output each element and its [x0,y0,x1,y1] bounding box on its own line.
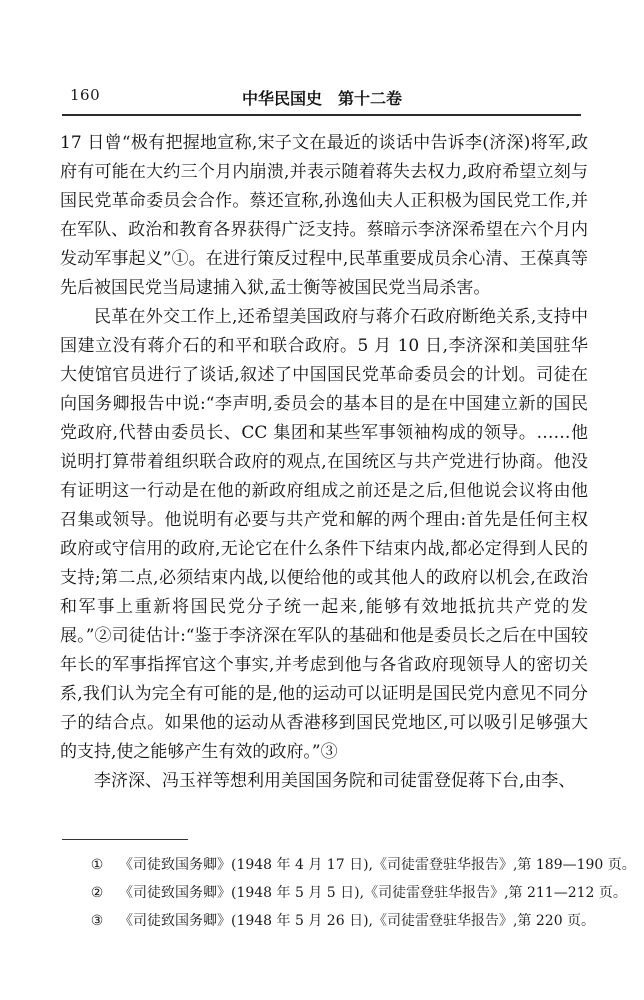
footnote-text-1: 《司徒致国务卿》(1948 年 4 月 17 日),《司徒雷登驻华报告》,第 189—190 页。 [119,857,636,873]
footnote-marker-1: ① [90,857,104,873]
page-header [62,86,582,108]
footnote-item-2 [62,881,627,905]
paragraph-2: 民革在外交工作上,还希望美国政府与蒋介石政府断绝关系,支持中国建立没有蒋介石的和平和联合政府。5 月 10 日,李济深和美国驻华大使馆官员进行了谈话,叙述了中国国民党革命委员会的计划。司徒在向国务卿报告中说:“李声明,委员会的基本目的是在中国建立新的国民党政府,代替由委员长、CC 集团和某些军事领袖构成的领导。……他说明打算带着组织联合政府的观点,在国统区与共产党进行协商。他没有证明这一行动是在他的新政府组成之前还是之后,但他说会议将由他召集或领导。他说明有必要与共产党和解的两个理由:首先是任何主权政府或守信用的政府,无论它在什么条件下结束内战,都必定得到人民的支持;第二点,必须结束内战,以便给他的或其他人的政府以机会,在政治和军事上重新将国民党分子统一起来,能够有效地抵抗共产党的发展。”②司徒估计:“鉴于李济深在军队的基础和他是委员长之后在中国较年长的军事指挥官这个事实,并考虑到他与各省政府现领导人的密切关系,我们认为完全有可能的是,他的运动可以证明是国民党内意见不同分子的结合点。如果他的运动从香港移到国民党地区,可以吸引足够强大的支持,使之能够产生有效的政府。”③ [60,307,588,762]
footnote-separator [62,839,188,840]
footnote-marker-3: ③ [90,913,104,929]
running-title: 中华民国史 第十二卷 [241,89,402,108]
footnote-item-3 [62,909,596,933]
body-text [60,129,588,796]
header-rule [62,114,581,116]
footnote-text-2: 《司徒致国务卿》(1948 年 5 月 5 日),《司徒雷登驻华报告》,第 211—212 页。 [119,885,627,901]
paragraph-3: 李济深、冯玉祥等想利用美国国务院和司徒雷登促蒋下台,由李、 [94,771,576,791]
footnotes [62,853,636,937]
footnote-marker-2: ② [90,885,104,901]
paragraph-1: 17 日曾“极有把握地宣称,宋子文在最近的谈话中告诉李(济深)将军,政府有可能在大约三个月内崩溃,并表示随着蒋失去权力,政府希望立刻与国民党革命委员会合作。蔡还宣称,孙逸仙夫人正积极为国民党工作,并在军队、政治和教育各界获得广泛支持。蔡暗示李济深希望在六个月内发动军事起义”①。在进行策反过程中,民革重要成员余心清、王葆真等先后被国民党当局逮捕入狱,孟士衡等被国民党当局杀害。 [60,133,588,298]
footnote-text-3: 《司徒致国务卿》(1948 年 5 月 26 日),《司徒雷登驻华报告》,第 220 页。 [119,913,596,929]
footnote-item-1 [62,853,636,877]
page-number: 160 [70,86,101,104]
